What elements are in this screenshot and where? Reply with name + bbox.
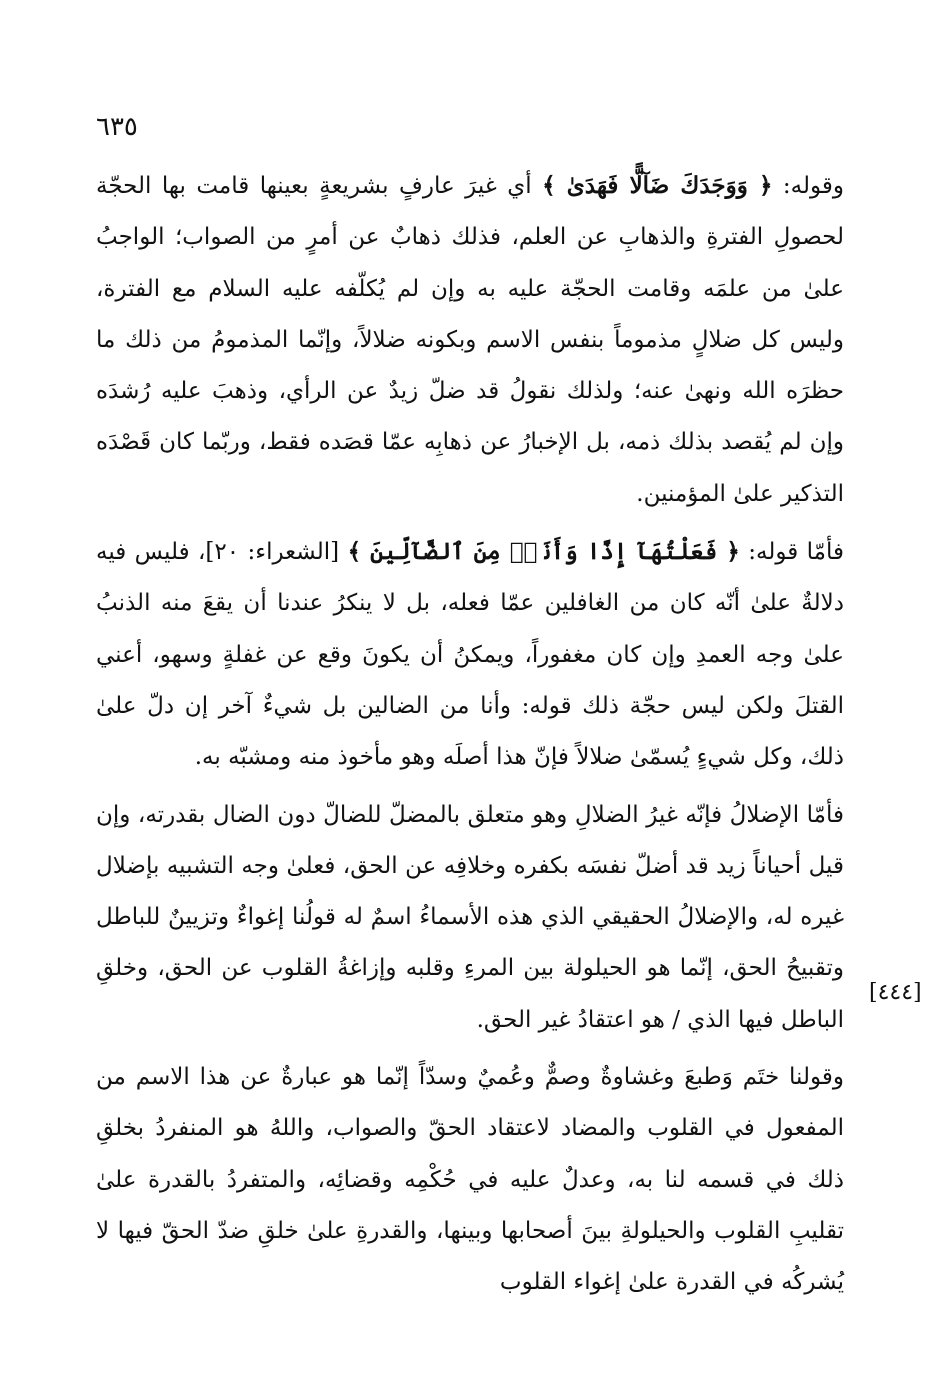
- paragraph-lead: وقوله:: [772, 173, 844, 199]
- quran-verse: ﴿ وَوَجَدَكَ ضَآلًّا فَهَدَىٰ ﴾: [542, 172, 773, 199]
- paragraph-text: فأمّا الإضلالُ فإنّه غيرُ الضلالِ وهو متعلق بالمضلّ للضالّ دون الضال بقدرته، وإن قيل أحياناً زيد قد أضلّ نفسَه بكفره وخلافِه عن الحق، فعلىٰ وجه التشبيه بإضلال غيره له، والإضلالُ الحقيقي الذي هذه الأسماءُ اسمٌ له قولُنا إغواءٌ وتزيينٌ للباطل وتقبيحُ الحق، إنّما هو الحيلولة بين المرءِ وقلبه وإزاغةُ القلوب عن الحق، وخلقِ الباطل فيها الذي / هو اعتقادُ غير الحق.: [96, 801, 844, 1033]
- paragraph-text: وقولنا ختَم وَطبعَ وغشاوةٌ وصمٌّ وعُميٌ وسدّاً إنّما هو عبارةٌ عن هذا الاسم من المفعول في القلوب والمضاد لاعتقاد الحقّ والصواب، واللهُ هو المنفردُ بخلقِ ذلك في قسمه لنا به، وعدلٌ عليه في حُكْمِه وقضائِه، والمتفردُ بالقدرة علىٰ تقليبِ القلوب والحيلولةِ بينَ أصحابها وبينها، والقدرةِ علىٰ خلقِ ضدّ الحقّ فيها لا يُشركُه في القدرة علىٰ إغواء القلوب: [96, 1064, 844, 1296]
- paragraph-lead: فأمّا قوله:: [739, 539, 844, 566]
- paragraph: [96, 160, 844, 520]
- paragraph: [96, 526, 844, 783]
- paragraph: [96, 1052, 844, 1308]
- quran-verse: ﴿ فَعَلْتُهَآ إِذًا وَأَنَا۠ مِنَ ٱلضَّآلِّينَ ﴾: [347, 538, 740, 566]
- margin-page-reference: [٤٤٤]: [869, 980, 922, 1005]
- page-number: ٦٣٥: [96, 112, 138, 142]
- body-text: [96, 160, 844, 1309]
- paragraph-text: أي غيرَ عارفٍ بشريعةٍ بعينها قامت بها الحجّة لحصولِ الفترةِ والذهابِ عن العلم، فذلك ذهابٌ عن أمرٍ من الصواب؛ الواجبُ علىٰ من علمَه وقامت الحجّة عليه به وإن لم يُكلّفه عليه السلام مع الفترة، وليس كل ضلالٍ مذموماً بنفس الاسم وبكونه ضلالاً، وإنّما المذمومُ من ذلك ما حظرَه الله ونهىٰ عنه؛ ولذلك نقولُ قد ضلّ زيدٌ عن الرأي، وذهبَ عليه رُشدَه وإن لم يُقصد بذلك ذمه، بل الإخبارُ عن ذهابِه عمّا قصَده فقط، وربّما كان قَصْدَه التذكير علىٰ المؤمنين.: [96, 173, 844, 507]
- paragraph: [96, 790, 844, 1046]
- paragraph-text: [الشعراء: ٢٠]، فليس فيه دلالةٌ علىٰ أنّه كان من الغافلين عمّا فعله، بل لا ينكرُ عندنا أن يقعَ منه الذنبُ علىٰ وجه العمدِ وإن كان مغفوراً، ويمكنُ أن يكونَ وقع عن غفلةٍ وسهو، أعني القتلَ ولكن ليس حجّة ذلك قوله: وأنا من الضالين بل شيءٌ آخر إن دلّ علىٰ ذلك، وكل شيءٍ يُسمّىٰ ضلالاً فإنّ هذا أصلَه وهو مأخوذ منه ومشبّه به.: [96, 539, 844, 771]
